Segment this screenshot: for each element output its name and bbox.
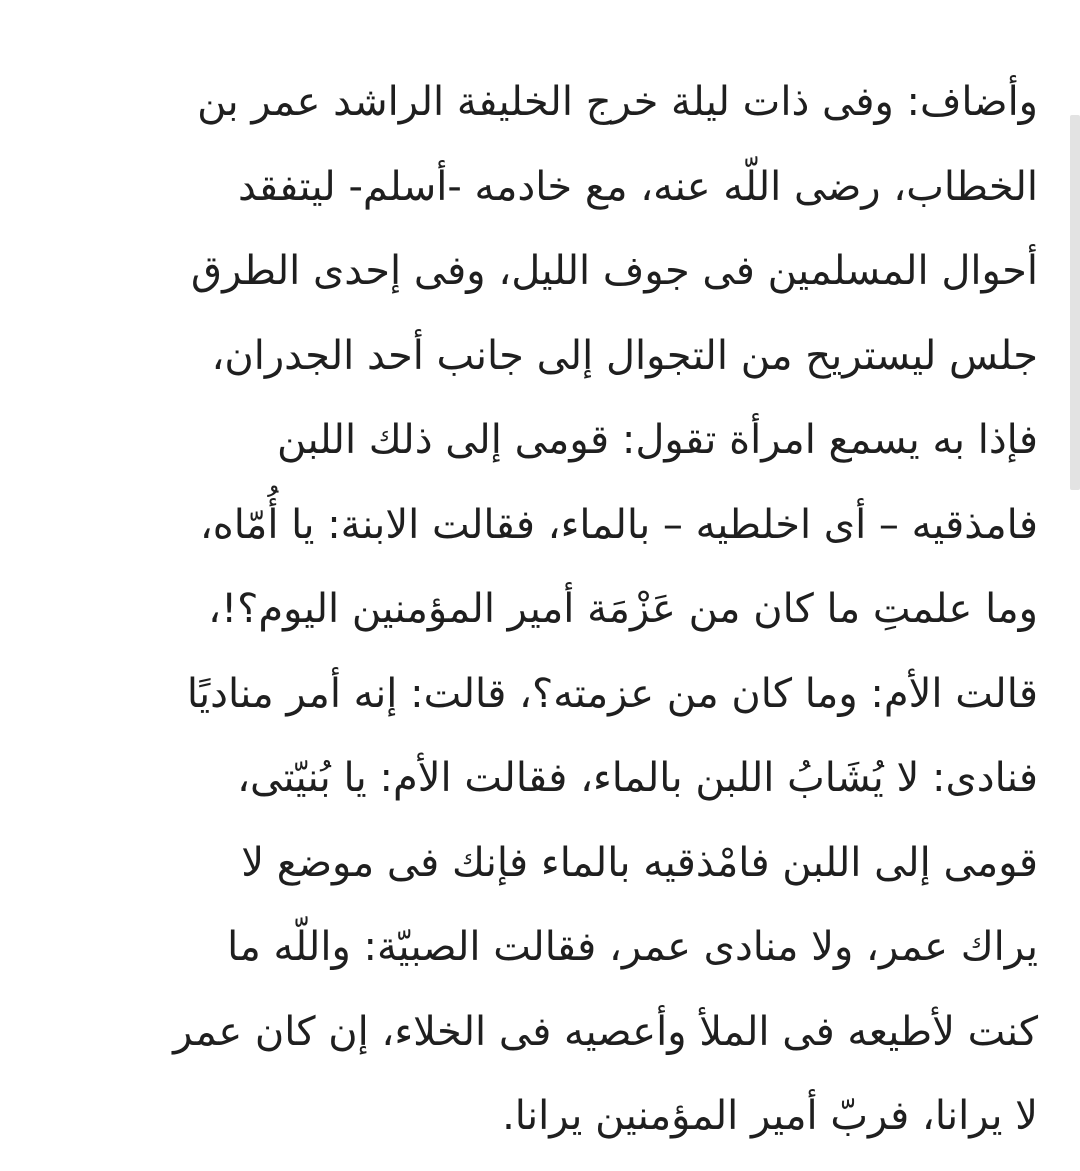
text-line-12: كنت لأطيعه فى الملأ وأعصيه فى الخلاء، إن كان عمر: [173, 1008, 1038, 1055]
text-line-1: وأضاف: وفى ذات ليلة خرج الخليفة الراشد عمر بن: [197, 79, 1038, 125]
text-line-6: فامذقيه – أى اخلطيه – بالماء، فقالت الابنة: يا أُمّاه،: [199, 501, 1038, 548]
text-line-2: الخطاب، رضى اللّه عنه، مع خادمه -أسلم- ليتفقد: [237, 163, 1038, 210]
text-line-8: قالت الأم: وما كان من عزمته؟، قالت: إنه أمر مناديًا: [186, 670, 1038, 717]
text-line-13: لا يرانا، فربّ أمير المؤمنين يرانا.: [502, 1093, 1038, 1139]
text-line-5: فإذا به يسمع امرأة تقول: قومى إلى ذلك اللبن: [277, 417, 1038, 463]
scrollbar-thumb[interactable]: [1070, 115, 1080, 490]
text-line-3: أحوال المسلمين فى جوف الليل، وفى إحدى الطرق: [191, 248, 1038, 294]
text-line-9: فنادى: لا يُشَابُ اللبن بالماء، فقالت الأم: يا بُنيّتى،: [237, 755, 1038, 801]
text-line-4: جلس ليستريح من التجوال إلى جانب أحد الجدران،: [211, 332, 1038, 379]
scrollbar[interactable]: [1070, 0, 1080, 1171]
text-line-10: قومى إلى اللبن فامْذقيه بالماء فإنك فى موضع لا: [241, 839, 1038, 886]
article-text: [42, 60, 1038, 1159]
text-line-11: يراك عمر، ولا منادى عمر، فقالت الصبيّة: واللّه ما: [227, 924, 1038, 970]
text-line-7: وما علمتِ ما كان من عَزْمَة أمير المؤمنين اليوم؟!،: [208, 586, 1038, 632]
